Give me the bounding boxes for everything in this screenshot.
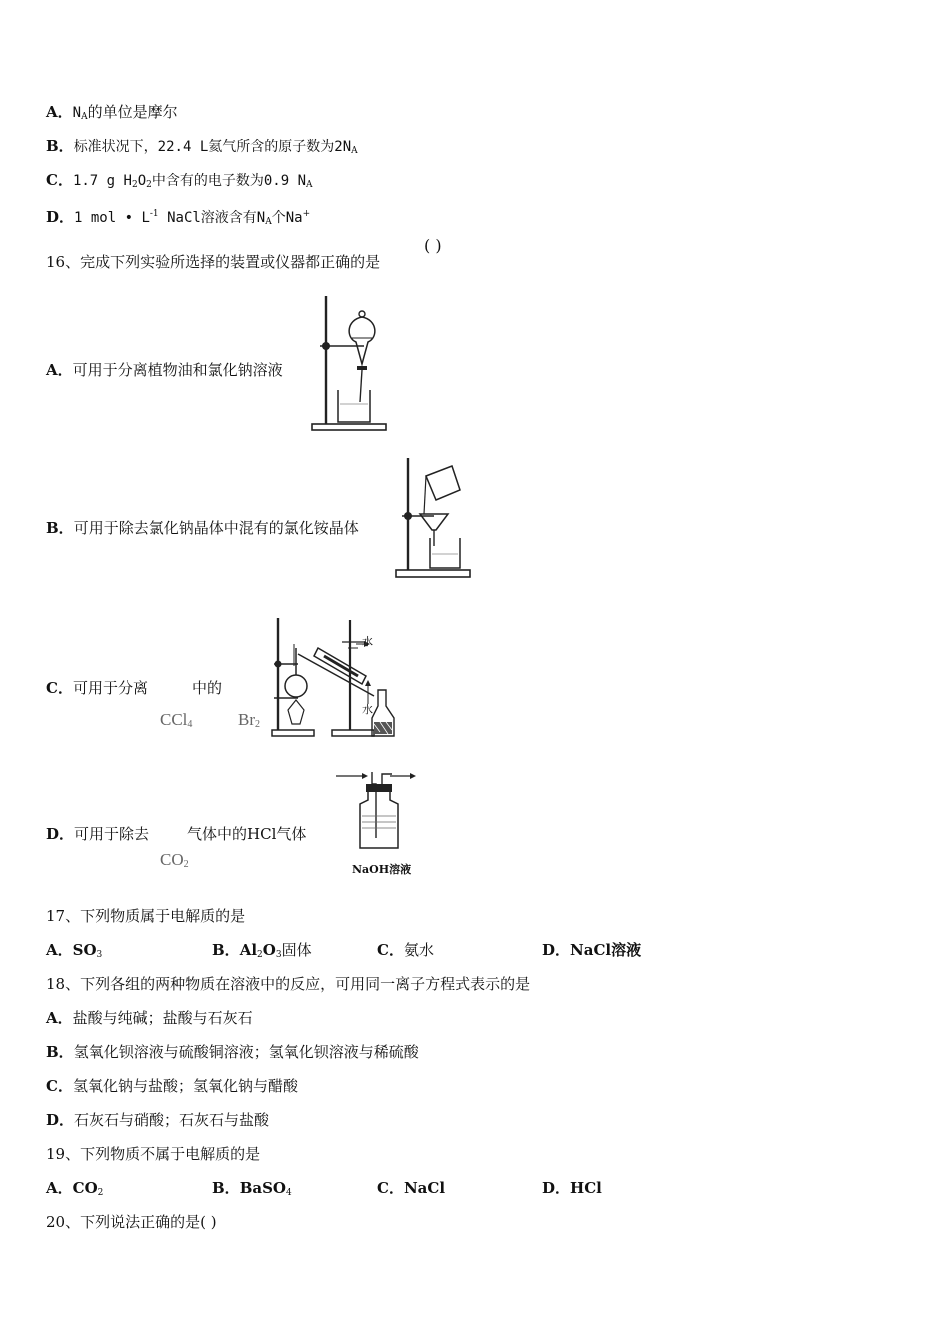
q19-option-c: C．NaCl [377, 1179, 446, 1197]
q17-option-c: C．氨水 [377, 941, 434, 959]
q19-option-a: A．$CO_2$ [46, 1179, 104, 1198]
q19-option-b: B．BaSO$_4$ [212, 1179, 292, 1198]
q15-option-b: B．标准状况下，22.4 L氦气所含的原子数为$2N_A$ [46, 137, 358, 156]
option-label: B． [46, 1043, 74, 1061]
filtration-figure [394, 456, 474, 580]
option-label: C． [377, 1179, 404, 1197]
water-in-label: 水 [362, 703, 373, 716]
q20-stem: 20、下列说法正确的是( ) [46, 1213, 217, 1231]
option-label: B． [212, 941, 240, 959]
option-label: A． [46, 1009, 73, 1027]
option-label: B． [46, 519, 74, 537]
formula-ccl4: CCl$_4$ [160, 710, 193, 730]
formula-co2: $CO_2$ [160, 850, 189, 870]
q16-option-a: A．可用于分离植物油和氯化钠溶液 [46, 361, 283, 379]
q16-stem: 16、完成下列实验所选择的装置或仪器都正确的是 [46, 253, 381, 271]
option-label: A． [46, 1179, 73, 1197]
option-label: C． [46, 1077, 73, 1095]
option-label: C． [377, 941, 404, 959]
q18-option-d: D．石灰石与硝酸；石灰石与盐酸 [46, 1111, 270, 1129]
q18-option-a: A．盐酸与纯碱；盐酸与石灰石 [46, 1009, 253, 1027]
q15-option-d: D．1 mol • $L^{-1}$ NaCl溶液含有$N_A$个Na+ [46, 208, 311, 227]
option-label: A． [46, 103, 73, 121]
option-label: D． [542, 941, 571, 959]
q16-option-b: B．可用于除去氯化钠晶体中混有的氯化铵晶体 [46, 519, 359, 537]
gas-washing-bottle-figure [336, 770, 420, 866]
option-label: C． [46, 679, 73, 697]
formula-br2: $Br_2$ [238, 710, 260, 730]
q17-stem: 17、下列物质属于电解质的是 [46, 907, 246, 925]
q18-option-c: C．氢氧化钠与盐酸；氢氧化钠与醋酸 [46, 1077, 298, 1095]
distillation-figure [270, 614, 410, 740]
option-label: A． [46, 941, 73, 959]
option-label: D． [46, 1111, 75, 1129]
q17-option-d: D．NaCl溶液 [542, 941, 642, 959]
q19-stem: 19、下列物质不属于电解质的是 [46, 1145, 261, 1163]
option-label: D． [46, 208, 75, 226]
q16-option-d: D．可用于除去 气体中的HCl气体 [46, 825, 307, 843]
option-label: D． [542, 1179, 571, 1197]
naoh-solution-label: NaOH溶液 [352, 863, 412, 876]
option-label: C． [46, 171, 73, 189]
q18-stem: 18、下列各组的两种物质在溶液中的反应，可用同一离子方程式表示的是 [46, 975, 531, 993]
option-label: B． [46, 137, 74, 155]
q19-option-d: D．HCl [542, 1179, 602, 1197]
separatory-funnel-figure [310, 294, 390, 434]
option-label: B． [212, 1179, 240, 1197]
option-label: A． [46, 361, 73, 379]
q16-option-c: C．可用于分离 中的 [46, 679, 222, 697]
water-out-label: 水 [362, 635, 373, 648]
q17-option-a: A．$SO_3$ [46, 941, 103, 960]
q15-option-a: A．$N_A$的单位是摩尔 [46, 103, 178, 122]
option-label: D． [46, 825, 75, 843]
answer-paren: ( ) [424, 236, 442, 255]
q18-option-b: B．氢氧化钡溶液与硫酸铜溶液；氢氧化钡溶液与稀硫酸 [46, 1043, 419, 1061]
q15-option-c: C．1.7 g $H_2O_2$中含有的电子数为0.9 $N_A$ [46, 171, 313, 190]
q17-option-b: B．$Al_2O_3$固体 [212, 941, 312, 960]
